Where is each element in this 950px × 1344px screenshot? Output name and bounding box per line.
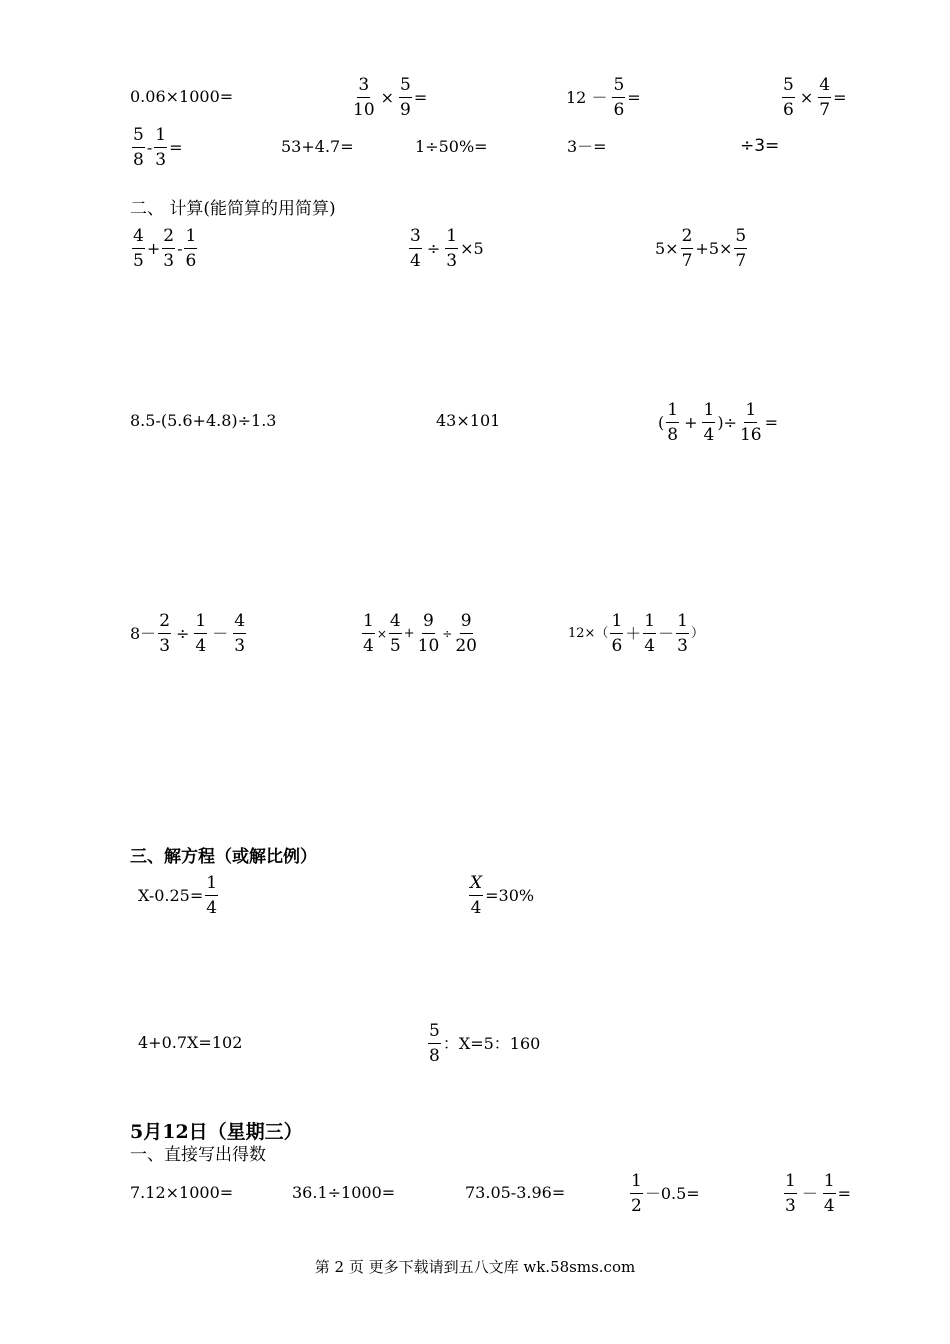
fraction: $\frac{1}{2}$ [631,1171,642,1216]
day-problem-2: 36.1÷1000= [292,1183,396,1202]
fraction: $\frac{1}{8}$ [667,400,679,445]
fraction: $\frac{5}{6}$ [613,75,625,120]
day-problem-3: 73.05-3.96= [465,1183,566,1202]
equation-3: 4+0.7X=102 [138,1033,243,1052]
fraction: $\frac{1}{16}$ [739,400,762,445]
calc-5: 43×101 [436,411,501,430]
fraction: $\frac{1}{3}$ [155,125,167,170]
problem-2: $\frac{3}{10}$ × $\frac{5}{9}$ = [353,75,428,120]
day-problem-5: $\frac{1}{3}$ － $\frac{1}{4}$ = [785,1171,852,1216]
equation-1: X-0.25= $\frac{1}{4}$ [138,873,218,918]
fraction: $\frac{1}{3}$ [446,226,458,271]
fraction: $\frac{3}{4}$ [410,226,421,271]
fraction: $\frac{9}{10}$ [417,611,440,656]
fraction: $\frac{2}{3}$ [163,226,175,271]
fraction: $\frac{2}{3}$ [159,611,171,656]
fraction: $\frac{5}{8}$ [429,1021,440,1066]
day-problem-1: 7.12×1000= [130,1183,234,1202]
calc-3: 5× $\frac{2}{7}$ +5× $\frac{5}{7}$ [655,226,747,271]
problem-4: $\frac{5}{6}$ × $\frac{4}{7}$ = [783,75,847,120]
fraction: $\frac{9}{20}$ [455,611,477,656]
calc-7: 8－ $\frac{2}{3}$ ÷ $\frac{1}{4}$ － $\frac{4}{3}$ [130,611,246,656]
fraction: $\frac{1}{4}$ [206,873,218,918]
section-3-title: 三、解方程（或解比例） [130,847,317,867]
day-subtitle: 一、直接写出得数 [130,1145,266,1165]
calc-4: 8.5-(5.6+4.8)÷1.3 [130,411,277,430]
fraction: $\frac{5}{9}$ [400,75,411,120]
fraction: $\frac{1}{4}$ [363,611,374,656]
equation-4: $\frac{5}{8}$ ：X=5：160 [429,1021,541,1066]
fraction: $\frac{5}{8}$ [133,125,144,170]
fraction: $\frac{1}{4}$ [644,611,656,656]
fraction: $\frac{4}{3}$ [234,611,246,656]
fraction: $\frac{4}{5}$ [133,226,144,271]
fraction: $\frac{5}{7}$ [735,226,747,271]
fraction: $\frac{4}{5}$ [389,611,401,656]
problem-9: ÷3= [740,136,780,156]
fraction: $\frac{1}{4}$ [703,400,715,445]
calc-8: $\frac{1}{4}$ × $\frac{4}{5}$ + $\frac{9}{10}$ ÷ $\frac{9}{20}$ [363,611,477,656]
fraction: $\frac{3}{10}$ [353,75,375,120]
day-heading: 5月12日（星期三） [130,1121,303,1143]
fraction: $\frac{X}{4}$ [470,873,483,918]
fraction: $\frac{5}{6}$ [783,75,794,120]
section-2-title: 二、 计算(能简算的用简算) [130,199,336,219]
day-problem-4: $\frac{1}{2}$ －0.5= [631,1171,700,1216]
fraction: $\frac{1}{6}$ [611,611,623,656]
problem-6: 53+4.7= [281,137,354,156]
fraction: $\frac{1}{3}$ [677,611,688,656]
problem-3: 12 － $\frac{5}{6}$ = [566,75,641,120]
page-footer: 第 2 页 更多下载请到五八文库 wk.58sms.com [314,1258,636,1276]
calc-1: $\frac{4}{5}$ + $\frac{2}{3}$ - $\frac{1}{6}$ [133,226,197,271]
problem-8: 3－= [567,137,607,156]
fraction: $\frac{4}{7}$ [819,75,831,120]
problem-5: $\frac{5}{8}$ - $\frac{1}{3}$ = [133,125,183,170]
fraction: $\frac{1}{3}$ [785,1171,796,1216]
calc-2: $\frac{3}{4}$ ÷ $\frac{1}{3}$ ×5 [410,226,484,271]
problem-1: 0.06×1000= [130,87,234,106]
fraction: $\frac{2}{7}$ [681,226,693,271]
problem-7: 1÷50%= [415,137,488,156]
fraction: $\frac{1}{6}$ [185,226,197,271]
equation-2: $\frac{X}{4}$ =30% [470,873,535,918]
calc-9: 12×（ $\frac{1}{6}$ ＋ $\frac{1}{4}$ － $\frac{1}{3}$ ） [568,611,704,656]
fraction: $\frac{1}{4}$ [823,1171,835,1216]
fraction: $\frac{1}{4}$ [195,611,207,656]
calc-6: ( $\frac{1}{8}$ + $\frac{1}{4}$ )÷ $\frac{1}{16}$ = [658,400,779,445]
